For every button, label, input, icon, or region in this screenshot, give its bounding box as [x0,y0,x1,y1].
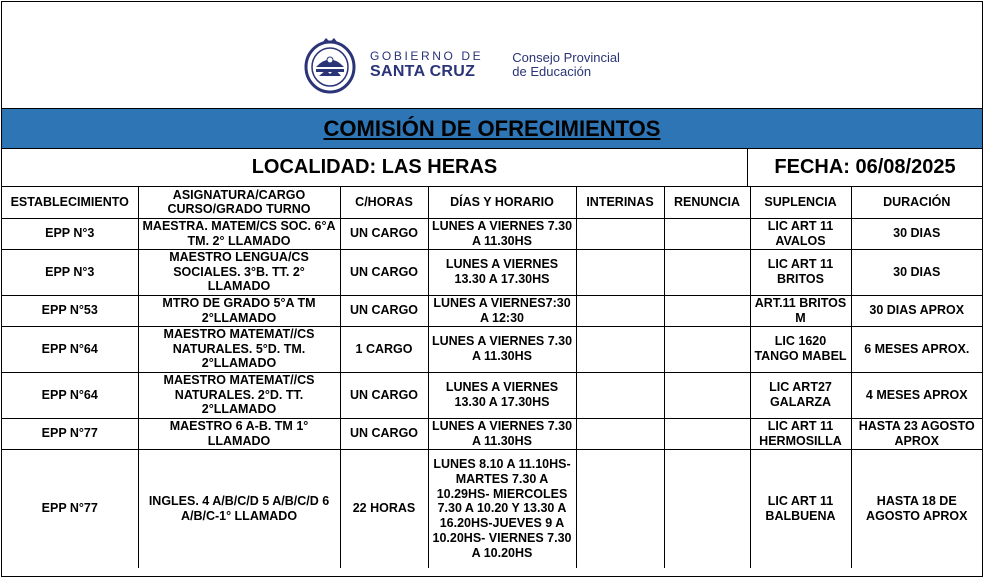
consejo-name [512,51,620,78]
cell-renuncia [664,295,750,326]
cell-asignatura: INGLES. 4 A/B/C/D 5 A/B/C/D 6 A/B/C-1° LLAMADO [138,449,340,568]
cell-dias: LUNES A VIERNES 7.30 A 11.30HS [428,326,576,372]
table-header-row [2,187,982,218]
cell-renuncia [664,218,750,249]
cell-establecimiento: EPP N°77 [2,418,138,449]
cell-dias: LUNES 8.10 A 11.10HS- MARTES 7.30 A 10.29HS- MIERCOLES 7.30 A 10.20 Y 13.30 A 16.20HS-JUEVES 9 A 10.20HS- VIERNES 7.30 A 10.20HS [428,449,576,568]
col-duracion: DURACIÓN [851,187,982,218]
cell-establecimiento: EPP N°77 [2,449,138,568]
cell-interinas [576,295,664,326]
col-renuncia: RENUNCIA [664,187,750,218]
cell-dias: LUNES A VIERNES 7.30 A 11.30HS [428,418,576,449]
cell-interinas [576,326,664,372]
col-establecimiento: ESTABLECIMIENTO [2,187,138,218]
cell-horas: 1 CARGO [340,326,428,372]
col-dias: DÍAS Y HORARIO [428,187,576,218]
cell-renuncia [664,326,750,372]
col-horas: C/HORAS [340,187,428,218]
cell-duracion: HASTA 23 AGOSTO APROX [851,418,982,449]
cell-asignatura: MTRO DE GRADO 5°A TM 2°LLAMADO [138,295,340,326]
cell-duracion: 6 MESES APROX. [851,326,982,372]
cell-duracion: 4 MESES APROX [851,372,982,418]
cell-establecimiento: EPP N°3 [2,218,138,249]
cell-dias: LUNES A VIERNES7:30 A 12:30 [428,295,576,326]
cell-duracion: HASTA 18 DE AGOSTO APROX [851,449,982,568]
table-row [2,418,982,449]
table-row [2,218,982,249]
logo-divider [497,46,498,84]
cell-asignatura: MAESTRO LENGUA/CS SOCIALES. 3°B. TT. 2° LLAMADO [138,249,340,295]
offers-table [2,187,982,568]
cell-horas: 22 HORAS [340,449,428,568]
cell-interinas [576,372,664,418]
cell-establecimiento: EPP N°64 [2,326,138,372]
document-title: COMISIÓN DE OFRECIMIENTOS [323,115,661,141]
cell-interinas [576,218,664,249]
consejo-line-1: Consejo Provincial [512,50,620,66]
cell-renuncia [664,418,750,449]
col-suplencia: SUPLENCIA [750,187,851,218]
cell-dias: LUNES A VIERNES 7.30 A 11.30HS [428,218,576,249]
cell-horas: UN CARGO [340,249,428,295]
letterhead [2,2,982,109]
cell-renuncia [664,449,750,568]
localidad: LOCALIDAD: LAS HERAS [2,149,748,186]
cell-suplencia: ART.11 BRITOS M [750,295,851,326]
cell-horas: UN CARGO [340,295,428,326]
table-row [2,249,982,295]
table-row [2,372,982,418]
col-asignatura: ASIGNATURA/CARGO CURSO/GRADO TURNO [138,187,340,218]
government-logo [304,36,620,94]
cell-suplencia: LIC ART27 GALARZA [750,372,851,418]
cell-horas: UN CARGO [340,218,428,249]
cell-interinas [576,449,664,568]
cell-establecimiento: EPP N°53 [2,295,138,326]
government-name [370,50,483,80]
cell-suplencia: LIC ART 11 AVALOS [750,218,851,249]
cell-duracion: 30 DIAS APROX [851,295,982,326]
gov-line-2: SANTA CRUZ [370,63,476,80]
cell-asignatura: MAESTRO MATEMAT//CS NATURALES. 2°D. TT. 2°LLAMADO [138,372,340,418]
cell-dias: LUNES A VIERNES 13.30 A 17.30HS [428,372,576,418]
cell-horas: UN CARGO [340,418,428,449]
title-banner [2,109,982,149]
cell-interinas [576,249,664,295]
table-row [2,326,982,372]
cell-duracion: 30 DIAS [851,218,982,249]
cell-suplencia: LIC ART 11 BRITOS [750,249,851,295]
cell-establecimiento: EPP N°3 [2,249,138,295]
cell-asignatura: MAESTRA. MATEM/CS SOC. 6°A TM. 2° LLAMADO [138,218,340,249]
cell-horas: UN CARGO [340,372,428,418]
cell-establecimiento: EPP N°64 [2,372,138,418]
location-date-row [2,149,982,187]
provincial-seal-icon [304,36,356,94]
document-page [1,1,983,577]
cell-asignatura: MAESTRO 6 A-B. TM 1° LLAMADO [138,418,340,449]
table-row [2,449,982,568]
cell-suplencia: LIC 1620 TANGO MABEL [750,326,851,372]
col-interinas: INTERINAS [576,187,664,218]
cell-suplencia: LIC ART 11 HERMOSILLA [750,418,851,449]
cell-asignatura: MAESTRO MATEMAT//CS NATURALES. 5°D. TM. 2°LLAMADO [138,326,340,372]
cell-interinas [576,418,664,449]
cell-dias: LUNES A VIERNES 13.30 A 17.30HS [428,249,576,295]
fecha: FECHA: 06/08/2025 [774,156,956,178]
cell-duracion: 30 DIAS [851,249,982,295]
consejo-line-2: de Educación [512,64,592,79]
cell-renuncia [664,249,750,295]
table-row [2,295,982,326]
cell-renuncia [664,372,750,418]
gov-line-1: GOBIERNO DE [370,49,484,63]
cell-suplencia: LIC ART 11 BALBUENA [750,449,851,568]
